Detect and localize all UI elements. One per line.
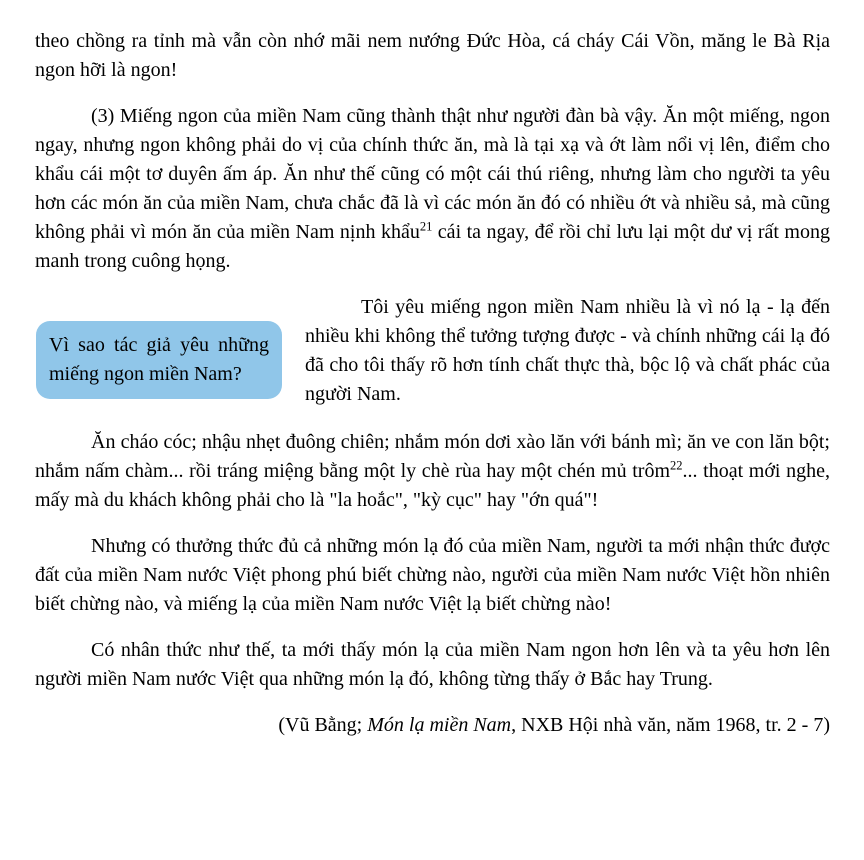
paragraph-appreciation [35,532,830,619]
text-run: , NXB Hội nhà văn, năm 1968, tr. 2 - 7) [511,714,830,736]
work-title-italic: Món lạ miền Nam [367,714,512,736]
callout-paragraph-block [35,293,830,411]
paragraph-strange-dishes [35,428,830,515]
footnote-reference: 21 [419,219,433,234]
paragraph-conclusion [35,636,830,694]
text-run: (3) Miếng ngon của miền Nam cũng thành thật như người đàn bà vậy. Ăn một miếng, ngon ngay, nhưng ngon không phải do vị của chính thức ăn, mà là tại xạ và ớt làm nổi vị lên, điểm cho khẩu cái một tơ duyên ấm áp. Ăn như thế cũng có một cái thú riêng, nhưng làm cho người ta yêu hơn các món ăn của miền Nam, chưa chắc đã là vì các món ăn đó có nhiều ớt và nhiều sả, mà cũng không phải vì món ăn của miền Nam nịnh khẩu [35,105,830,243]
text-run: (Vũ Bằng; [278,714,368,736]
paragraph-continuation [35,27,830,85]
footnote-reference: 22 [670,458,683,473]
text-run: ... thoạt mới nghe, mấy mà du khách không phải cho là "la hoắc", "kỳ cục" hay "ớn quá"! [35,460,830,511]
question-callout-box [36,321,282,399]
text-run: Tôi yêu miếng ngon miền Nam nhiều là vì nó lạ - lạ đến nhiều khi không thể tưởng tượng được - và chính những cái lạ đó đã cho tôi thấy rõ hơn tính chất thực thà, bộc lộ và chất phác của người Nam. [305,296,830,405]
callout-question-line: miếng ngon miền Nam? [49,363,242,385]
callout-question-line: Vì sao tác giả yêu những [49,334,269,356]
text-run: cái ta ngay, để rồi chỉ lưu lại một dư vị rất mong manh trong cuông họng. [35,221,830,272]
text-run: Nhưng có thưởng thức đủ cả những món lạ đó của miền Nam, người ta mới nhận thức được đất của miền Nam nước Việt phong phú biết chừng nào, người của miền Nam nước Việt hồn nhiên biết chừng nào, và miếng lạ của miền Nam nước Việt lạ biết chừng nào! [35,535,830,615]
text-run: theo chồng ra tỉnh mà vẫn còn nhớ mãi nem nướng Đức Hòa, cá cháy Cái Vồn, măng le Bà Rịa ngon hỡi là ngon! [35,30,830,81]
citation-line [35,711,830,740]
text-run: Có nhân thức như thế, ta mới thấy món lạ của miền Nam ngon hơn lên và ta yêu hơn lên người miền Nam nước Việt qua những món lạ đó, không từng thấy ở Bắc hay Trung. [35,639,830,690]
paragraph-section-3 [35,102,830,276]
text-run: Ăn cháo cóc; nhậu nhẹt đuông chiên; nhắm món dơi xào lăn với bánh mì; ăn ve con lăn bột; nhắm nấm chàm... rồi tráng miệng bằng một ly chè rùa hay một chén mủ trôm [35,431,830,482]
